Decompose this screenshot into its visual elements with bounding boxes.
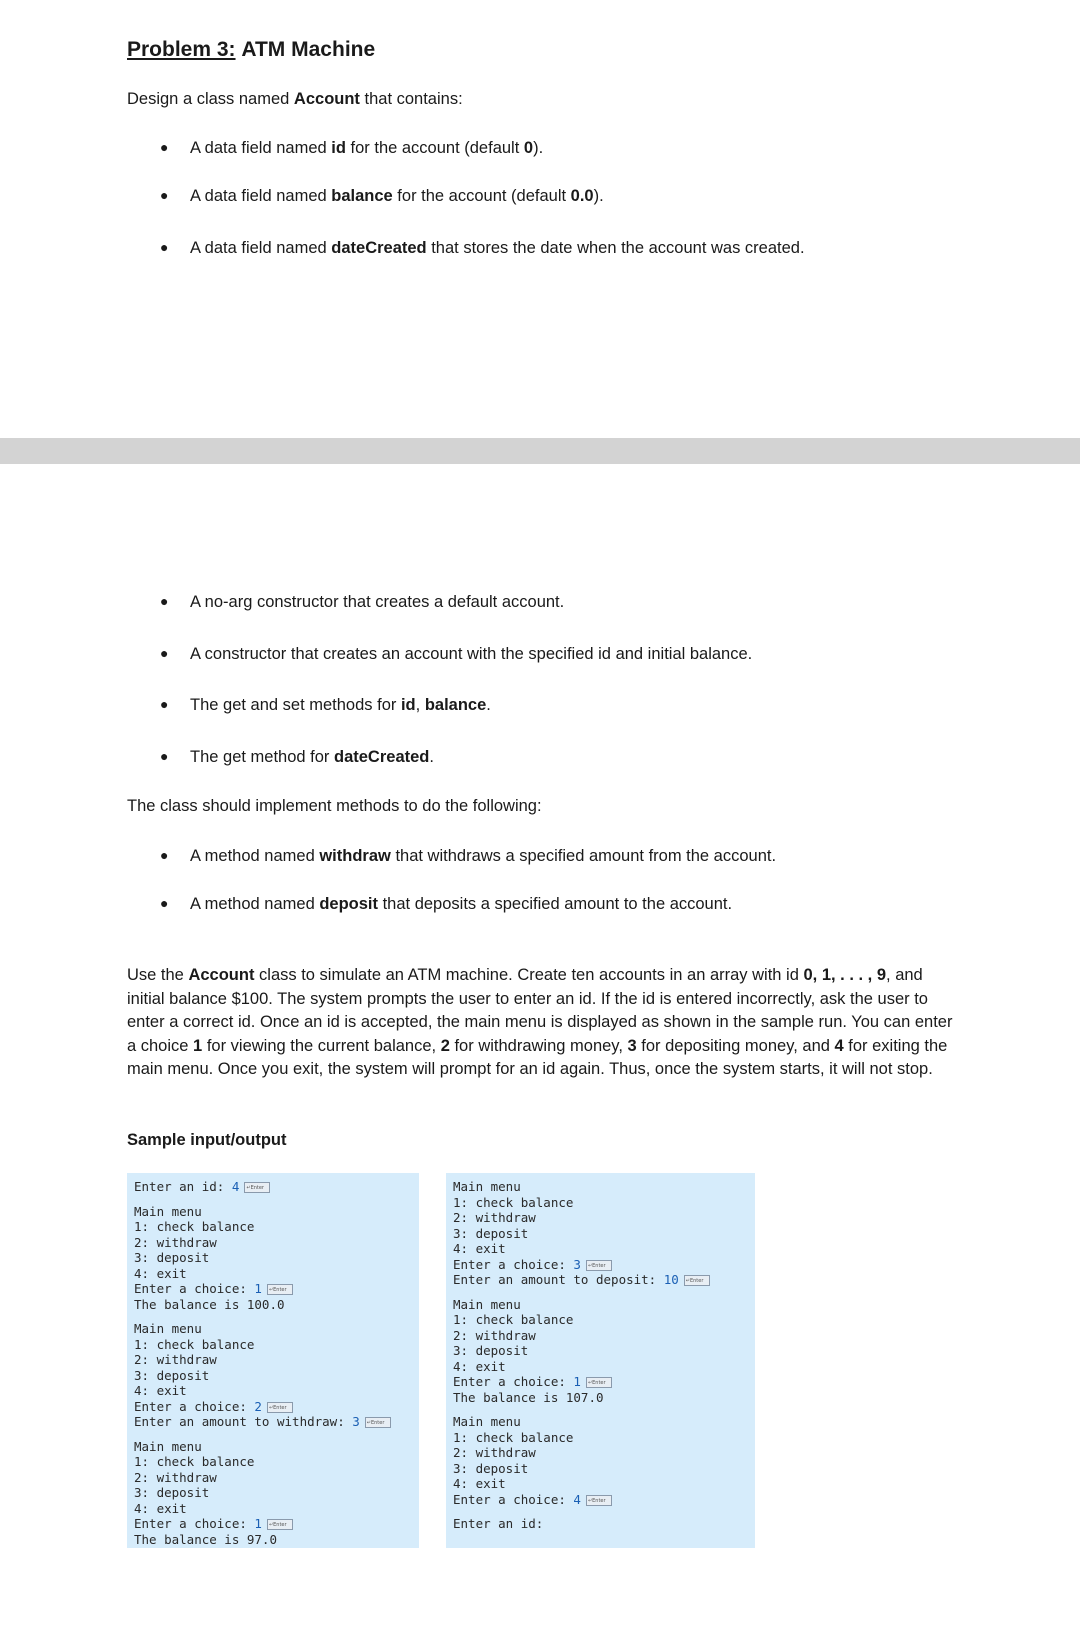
console-text: 1: check balance <box>453 1429 574 1445</box>
console-line <box>134 1399 412 1415</box>
console-line <box>453 1272 748 1288</box>
bullet-icon: ● <box>160 895 169 911</box>
console-text: Enter an amount to withdraw: <box>134 1414 353 1429</box>
console-line <box>134 1439 412 1455</box>
console-user-input: 1 <box>254 1516 262 1531</box>
bullet-icon: ● <box>160 645 169 661</box>
enter-key-icon: ↵Enter <box>244 1182 270 1193</box>
console-text: Main menu <box>453 1296 521 1312</box>
console-line <box>134 1235 412 1251</box>
console-line <box>134 1321 412 1337</box>
enter-key-icon: ↵Enter <box>267 1284 293 1295</box>
console-text: Enter an id: <box>453 1516 544 1531</box>
member-item-constructor: ● A constructor that creates an account with the specified id and initial balance. <box>160 645 753 663</box>
console-text: Enter a choice: <box>453 1256 574 1272</box>
console-line <box>453 1210 748 1226</box>
console-user-input: 1 <box>254 1281 262 1296</box>
console-line <box>453 1476 748 1492</box>
intro-text: Design a class named Account that contains: <box>127 90 463 108</box>
console-line <box>453 1492 748 1508</box>
console-line <box>453 1328 748 1344</box>
bullet-icon: ● <box>160 748 169 764</box>
console-line <box>134 1250 412 1266</box>
console-gap <box>134 1430 412 1439</box>
enter-key-icon: ↵Enter <box>586 1495 612 1506</box>
console-line <box>453 1359 748 1375</box>
console-gap <box>134 1312 412 1321</box>
console-text: 1: check balance <box>134 1454 255 1469</box>
bullet-icon: ● <box>160 239 169 255</box>
member-item-noarg-constructor: ● A no-arg constructor that creates a default account. <box>160 593 565 611</box>
console-text: 1: check balance <box>134 1336 255 1352</box>
console-gap <box>453 1507 748 1516</box>
console-text: 4: exit <box>134 1500 187 1516</box>
console-text: Enter a choice: <box>134 1398 255 1414</box>
console-user-input: 4 <box>573 1491 581 1507</box>
console-text: 1: check balance <box>453 1312 574 1327</box>
console-line <box>134 1532 412 1548</box>
console-line <box>453 1516 748 1532</box>
console-text: Enter a choice: <box>453 1374 574 1389</box>
console-text: 3: deposit <box>134 1367 210 1383</box>
member-item-get-set: ● The get and set methods for id, balance. <box>160 696 491 714</box>
console-gap <box>134 1195 412 1204</box>
console-line <box>134 1219 412 1235</box>
console-line <box>134 1337 412 1353</box>
console-text: 3: deposit <box>453 1343 529 1358</box>
console-output-left <box>127 1173 419 1548</box>
enter-key-icon: ↵Enter <box>267 1402 293 1413</box>
console-line <box>453 1430 748 1446</box>
console-text: Main menu <box>134 1203 202 1219</box>
method-item-deposit: ● A method named deposit that deposits a specified amount to the account. <box>160 895 733 913</box>
console-text: The balance is 97.0 <box>134 1531 277 1547</box>
console-text: 2: withdraw <box>453 1445 536 1460</box>
console-line <box>453 1390 748 1406</box>
console-user-input: 4 <box>231 1179 240 1194</box>
bullet-icon: ● <box>160 847 169 863</box>
console-text: Enter an amount to deposit: <box>453 1272 664 1287</box>
bullet-icon: ● <box>160 139 169 155</box>
console-text: Enter an id: <box>134 1179 232 1194</box>
console-text: The balance is 107.0 <box>453 1389 604 1405</box>
bullet-icon: ● <box>160 187 169 203</box>
console-text: 2: withdraw <box>453 1210 536 1225</box>
console-text: 1: check balance <box>453 1194 574 1210</box>
console-line <box>453 1257 748 1273</box>
console-line <box>453 1343 748 1359</box>
console-text: 4: exit <box>134 1265 187 1281</box>
console-user-input: 3 <box>352 1414 360 1429</box>
use-case-paragraph: Use the Account class to simulate an ATM machine. Create ten accounts in an array with id 0, 1, . . . , 9, and initial balance $100. The system prompts the user to enter an id. If the id is entered incorrectly, ask the user to enter a correct id. Once an id is accepted, the main menu is displayed as shown in the sample run. You can enter a choice 1 for viewing the current balance, 2 for withdrawing money, 3 for depositing money, and 4 for exiting the main menu. Once you exit, the system will prompt for an id again. Thus, once the system starts, it will not stop. <box>127 966 953 1078</box>
console-text: Enter a choice: <box>134 1516 255 1531</box>
console-text: 3: deposit <box>453 1460 529 1476</box>
console-user-input: 2 <box>254 1398 262 1414</box>
console-line <box>453 1414 748 1430</box>
methods-intro: The class should implement methods to do the following: <box>127 797 542 815</box>
console-line <box>453 1461 748 1477</box>
field-item-balance: ● A data field named balance for the account (default 0.0). <box>160 187 604 205</box>
bullet-icon: ● <box>160 696 169 712</box>
console-line <box>134 1383 412 1399</box>
console-line <box>134 1368 412 1384</box>
console-text: The balance is 100.0 <box>134 1296 285 1312</box>
console-line <box>453 1312 748 1328</box>
bullet-icon: ● <box>160 593 169 609</box>
console-line <box>453 1179 748 1195</box>
enter-key-icon: ↵Enter <box>586 1260 612 1271</box>
console-line <box>453 1195 748 1211</box>
console-line <box>134 1485 412 1501</box>
console-line <box>134 1281 412 1297</box>
page-title <box>127 38 375 62</box>
console-user-input: 1 <box>573 1374 581 1389</box>
console-text: 4: exit <box>134 1383 187 1398</box>
console-line <box>134 1501 412 1517</box>
console-line <box>453 1226 748 1242</box>
field-item-id: ● A data field named id for the account (default 0). <box>160 139 544 157</box>
console-line <box>134 1516 412 1532</box>
console-line <box>453 1297 748 1313</box>
console-text: Main menu <box>134 1438 202 1454</box>
enter-key-icon: ↵Enter <box>586 1377 612 1388</box>
console-user-input: 10 <box>663 1272 679 1287</box>
problem-label: Problem 3: <box>127 38 236 61</box>
console-gap <box>453 1405 748 1414</box>
console-line <box>453 1241 748 1257</box>
console-text: 4: exit <box>453 1476 506 1491</box>
enter-key-icon: ↵Enter <box>365 1417 391 1428</box>
console-text: 4: exit <box>453 1241 506 1256</box>
sample-heading: Sample input/output <box>127 1131 287 1149</box>
method-item-withdraw: ● A method named withdraw that withdraws a specified amount from the account. <box>160 847 777 865</box>
console-text: 2: withdraw <box>134 1234 217 1250</box>
console-text: Main menu <box>453 1414 521 1429</box>
console-line <box>134 1454 412 1470</box>
console-line <box>453 1374 748 1390</box>
member-item-get-datecreated: ● The get method for dateCreated. <box>160 748 434 766</box>
console-line <box>134 1470 412 1486</box>
page-divider <box>0 438 1080 464</box>
console-text: 3: deposit <box>453 1225 529 1241</box>
console-text: 2: withdraw <box>134 1469 217 1485</box>
console-text: 1: check balance <box>134 1219 255 1234</box>
console-line <box>134 1414 412 1430</box>
console-line <box>134 1352 412 1368</box>
console-gap <box>453 1288 748 1297</box>
console-text: Enter a choice: <box>134 1281 255 1296</box>
console-line <box>134 1297 412 1313</box>
console-line <box>453 1445 748 1461</box>
console-text: Main menu <box>453 1179 521 1194</box>
console-line <box>134 1179 412 1195</box>
console-line <box>134 1204 412 1220</box>
enter-key-icon: ↵Enter <box>267 1519 293 1530</box>
console-text: 4: exit <box>453 1358 506 1374</box>
console-text: Enter a choice: <box>453 1491 574 1507</box>
console-text: 2: withdraw <box>453 1327 536 1343</box>
problem-name: ATM Machine <box>241 38 376 61</box>
enter-key-icon: ↵Enter <box>684 1275 710 1286</box>
console-output-right <box>446 1173 755 1548</box>
console-text: 3: deposit <box>134 1250 210 1265</box>
field-item-datecreated: ● A data field named dateCreated that stores the date when the account was created. <box>160 239 805 257</box>
console-user-input: 3 <box>573 1256 581 1272</box>
console-text: Main menu <box>134 1321 202 1336</box>
console-text: 3: deposit <box>134 1485 210 1500</box>
console-text: 2: withdraw <box>134 1352 217 1367</box>
console-line <box>134 1266 412 1282</box>
